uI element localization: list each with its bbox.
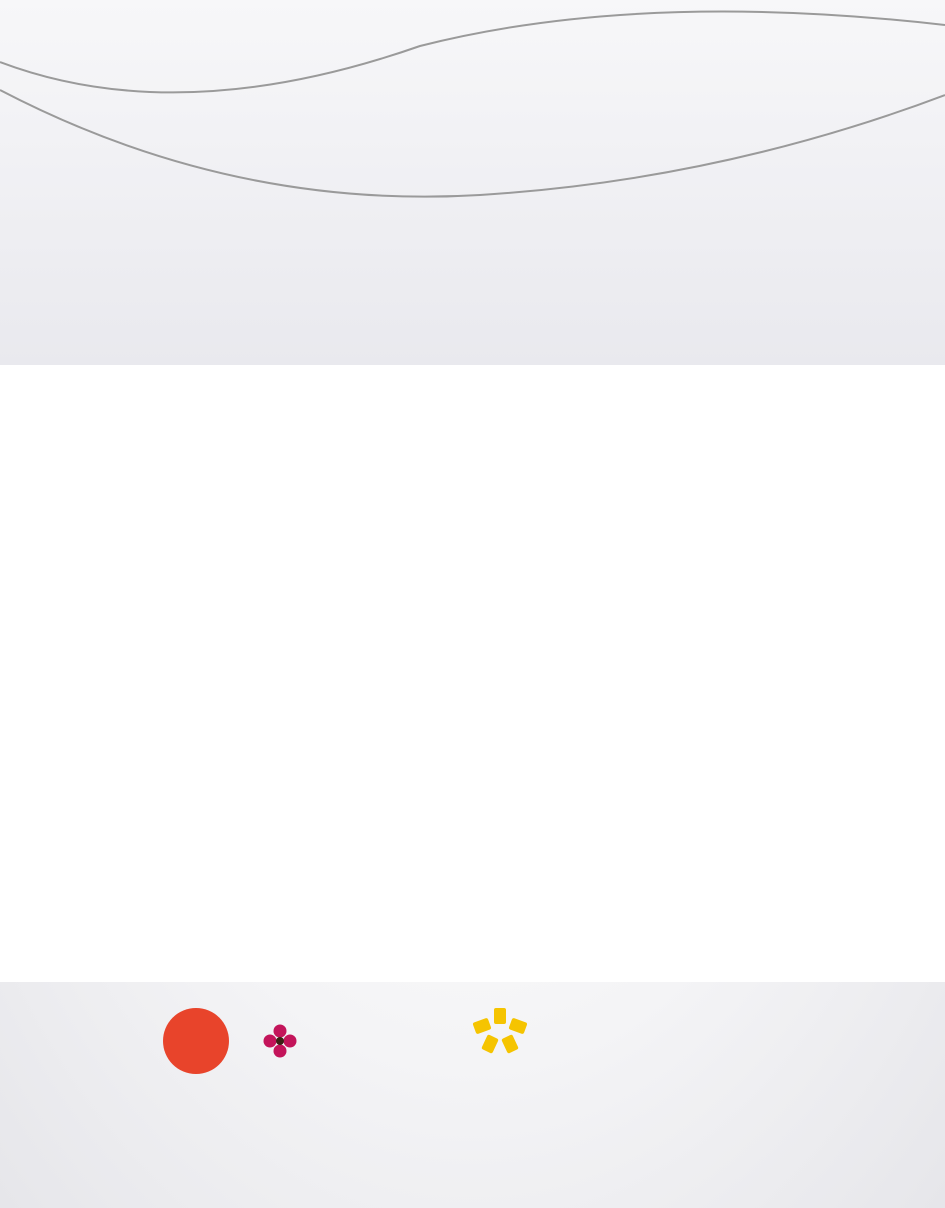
- ibero-puebla-logo: [400, 1117, 550, 1179]
- bunting-banner: [0, 0, 945, 365]
- cinepolis-star-icon: [470, 1008, 530, 1054]
- capeltic-logo: [263, 1022, 428, 1070]
- todo-ibero-logo: [163, 1008, 229, 1074]
- cinepolis-logo: [448, 1008, 550, 1080]
- header-banner: [0, 0, 945, 365]
- flower-icon: [263, 1024, 297, 1058]
- libreria-logo: [577, 1030, 797, 1031]
- birthday-list: [0, 365, 945, 982]
